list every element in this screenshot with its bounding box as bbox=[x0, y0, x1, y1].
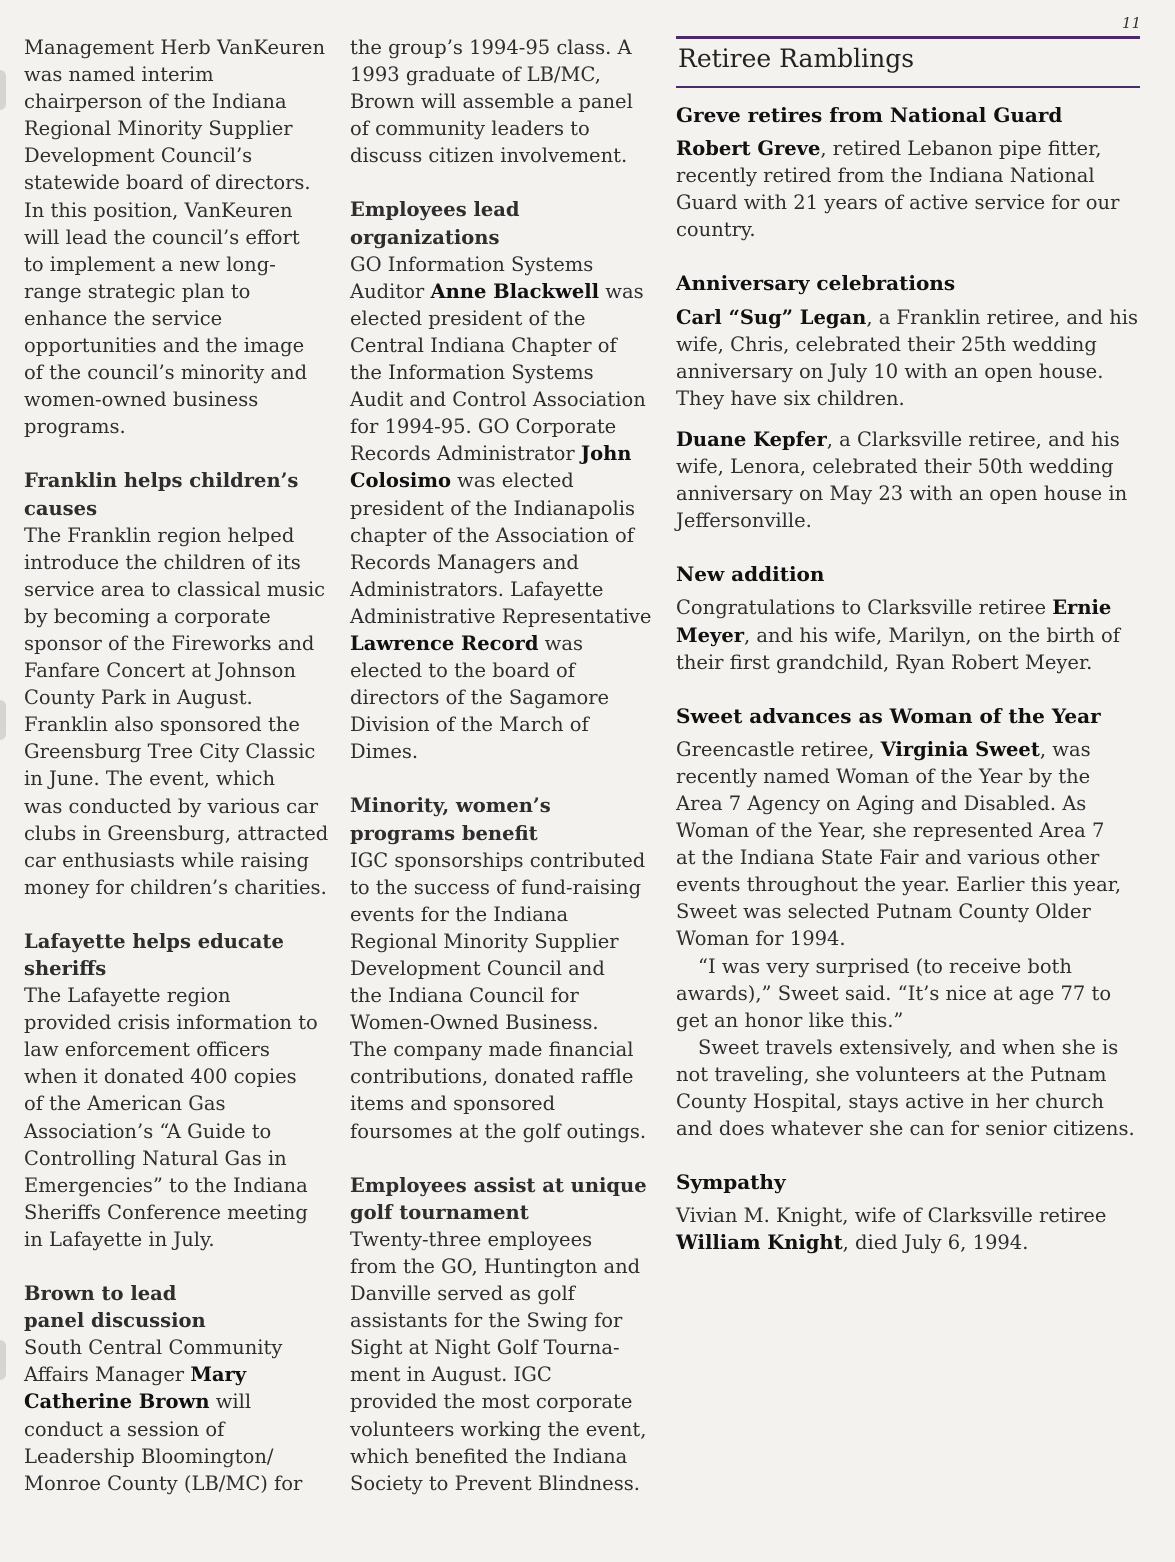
text-line: ment in August. IGC bbox=[350, 1363, 552, 1387]
text-line: introduce the children of its bbox=[24, 550, 301, 574]
text-line: when it donated 400 copies bbox=[24, 1065, 297, 1089]
brown-body: South Central Community Affairs Manager Mary Catherine Brown will conduct a session of Leadership Bloomington/ Monroe County (LB/MC) for bbox=[24, 1334, 336, 1497]
text-line: of the American Gas bbox=[24, 1092, 226, 1116]
text-line: discuss citizen involvement. bbox=[350, 144, 628, 168]
text-line: Association’s “A Guide to bbox=[24, 1119, 272, 1143]
employees-section bbox=[350, 196, 656, 765]
text-line: of community leaders to bbox=[350, 117, 590, 141]
text-line: sponsor of the Fireworks and bbox=[24, 631, 315, 655]
text-line: Guard with 21 years of active service for our bbox=[676, 191, 1120, 215]
text-line: IGC sponsorships contributed bbox=[350, 848, 646, 872]
text-line: enhance the service bbox=[24, 306, 223, 330]
text-line: events throughout the year. Earlier this year, bbox=[676, 873, 1122, 897]
text-line: provided the most corporate bbox=[350, 1390, 633, 1414]
text-line: They have six children. bbox=[676, 386, 905, 410]
text-line: anniversary on July 10 with an open house. bbox=[676, 359, 1104, 383]
text-line: directors of the Sagamore bbox=[350, 686, 610, 710]
text-line: in June. The event, which bbox=[24, 767, 276, 791]
binding-hole bbox=[0, 700, 6, 740]
text-line: the Indiana Council for bbox=[350, 984, 579, 1008]
text-line: chairperson of the Indiana bbox=[24, 90, 287, 114]
text-line: Franklin also sponsored the bbox=[24, 713, 300, 737]
text-line: of the council’s minority and bbox=[24, 361, 308, 385]
text-line: to implement a new long- bbox=[24, 252, 276, 276]
text-line: to the success of fund-raising bbox=[350, 875, 642, 899]
text-line: elected president of the bbox=[350, 306, 586, 330]
text-line: Central Indiana Chapter of bbox=[350, 333, 617, 357]
employees-heading: Employees lead organizations bbox=[350, 198, 520, 249]
addition-section: New addition Congratulations to Clarksville retiree Ernie Meyer, and his wife, Marilyn, on the birth of their first grandchild, Ryan Robert Meyer. bbox=[676, 561, 1146, 675]
text-line: car enthusiasts while raising bbox=[24, 848, 309, 872]
text-line: assistants for the Swing for bbox=[350, 1309, 623, 1333]
text-line: service area to classical music bbox=[24, 577, 326, 601]
text-line: County Park in August. bbox=[24, 686, 253, 710]
lafayette-section bbox=[24, 928, 336, 1253]
text-line: The Lafayette region bbox=[24, 984, 231, 1008]
sympathy-heading: Sympathy bbox=[676, 1170, 786, 1195]
franklin-heading: Franklin helps children’s causes bbox=[24, 469, 299, 520]
text-line: Management Herb VanKeuren bbox=[24, 36, 326, 59]
text-line: Division of the March of bbox=[350, 713, 589, 737]
greve-heading: Greve retires from National Guard bbox=[676, 103, 1063, 127]
text-line: Sweet was selected Putnam County Older bbox=[676, 900, 1091, 924]
text-line: statewide board of directors. bbox=[24, 171, 311, 195]
text-line: women-owned business bbox=[24, 388, 259, 412]
text-line: recently named Woman of the Year by the bbox=[676, 764, 1091, 788]
golf-section bbox=[350, 1172, 656, 1497]
text-line: by becoming a corporate bbox=[24, 604, 271, 628]
text-line: money for children’s charities. bbox=[24, 875, 327, 899]
text-line: recently retired from the Indiana National bbox=[676, 164, 1095, 188]
text-line: In this position, VanKeuren bbox=[24, 198, 293, 222]
column-1 bbox=[24, 34, 336, 1497]
text-line: County Hospital, stays active in her church bbox=[676, 1090, 1104, 1113]
text-line: Area 7 Agency on Aging and Disabled. As bbox=[676, 791, 1087, 815]
text-line: Woman for 1994. bbox=[676, 927, 846, 951]
text-line: the group’s 1994-95 class. A bbox=[350, 36, 632, 59]
text-line: anniversary on May 23 with an open house in bbox=[676, 482, 1128, 506]
text-line: wife, Lenora, celebrated their 50th wedding bbox=[676, 455, 1114, 479]
minority-body bbox=[350, 847, 656, 1145]
text-line: Greensburg Tree City Classic bbox=[24, 740, 316, 764]
text-line: Women-Owned Business. bbox=[350, 1011, 599, 1035]
greve-section: Greve retires from National Guard Robert Greve, retired Lebanon pipe fitter, recently retired from the Indiana National Guard with 21 years of active service for our country. bbox=[676, 102, 1146, 243]
text-line: opportunities and the image bbox=[24, 334, 305, 358]
lafayette-body bbox=[24, 982, 336, 1253]
sympathy-section: Sympathy Vivian M. Knight, wife of Clarksville retiree William Knight, died July 6, 1994. bbox=[676, 1169, 1146, 1256]
text-line: and does whatever she can for senior citizens. bbox=[676, 1117, 1135, 1141]
sweet-section: Sweet advances as Woman of the Year Greencastle retiree, Virginia Sweet, was recently named Woman of the Year by the Area 7 Agency on Aging and Disabled. As Woman of the Year, she represented Area 7 at the Indiana State Fair and various other events throughout the year. Earlier this year, Sweet was selected Putnam County Older Woman for 1994. “I was very surprised (to receive both awards),” Sweet said. “It’s nice at age 77 to get an honor like this.” Sweet travels extensively, and when she is not traveling, she volunteers at the Putnam County Hospital, stays active in her church and does whatever she can for senior citizens. bbox=[676, 703, 1146, 1143]
lafayette-heading: Lafayette helps educate sheriffs bbox=[24, 929, 284, 980]
binding-hole bbox=[0, 1340, 6, 1380]
text-line: country. bbox=[676, 218, 756, 242]
brown-heading: Brown to lead panel discussion bbox=[24, 1282, 206, 1333]
addition-heading: New addition bbox=[676, 562, 825, 587]
text-line: was conducted by various car bbox=[24, 794, 319, 818]
golf-heading: Employees assist at unique golf tournament bbox=[350, 1173, 647, 1224]
text-line: Controlling Natural Gas in bbox=[24, 1146, 287, 1170]
text-line: for 1994-95. GO Corporate bbox=[350, 415, 617, 439]
text-line: Administrative Representative bbox=[350, 604, 652, 628]
anniversary-heading: Anniversary celebrations bbox=[676, 271, 956, 296]
binding-hole bbox=[0, 70, 6, 110]
sweet-heading: Sweet advances as Woman of the Year bbox=[676, 703, 1101, 728]
column-3 bbox=[676, 102, 1146, 1256]
text-line: The company made financial bbox=[350, 1038, 634, 1062]
text-line: Monroe County (LB/MC) for bbox=[24, 1471, 303, 1495]
text-line: 1993 graduate of LB/MC, bbox=[350, 63, 601, 87]
anniversary-section: Anniversary celebrations Carl “Sug” Legan, a Franklin retiree, and his wife, Chris, celebrated their 25th wedding anniversary on July 10 with an open house. They have six children. Duane Kepfer, a Clarksville retiree, and his wife, Lenora, celebrated their 50th wedding anniversary on May 23 with an open house in Jeffersonville. bbox=[676, 270, 1146, 534]
golf-body bbox=[350, 1226, 656, 1497]
text-line: events for the Indiana bbox=[350, 902, 569, 926]
text-line: provided crisis information to bbox=[24, 1011, 318, 1035]
text-line: “I was very surprised (to receive both bbox=[698, 954, 1072, 978]
brown-section bbox=[24, 1280, 336, 1497]
text-line: Development Council’s bbox=[24, 144, 253, 168]
text-line: Danville served as golf bbox=[350, 1282, 575, 1306]
text-line: was named interim bbox=[24, 63, 214, 87]
franklin-body bbox=[24, 522, 336, 901]
text-line: Records Managers and bbox=[350, 550, 579, 574]
page-number: 11 bbox=[1121, 14, 1141, 32]
text-line: chapter of the Association of bbox=[350, 523, 634, 547]
text-line: Regional Minority Supplier bbox=[350, 929, 619, 953]
text-line: awards),” Sweet said. “It’s nice at age 77 to bbox=[676, 981, 1112, 1005]
column-2 bbox=[350, 34, 656, 1497]
retiree-ramblings-title: Retiree Ramblings bbox=[678, 44, 915, 73]
text-line: will lead the council’s effort bbox=[24, 225, 300, 249]
text-line: Society to Prevent Blindness. bbox=[350, 1471, 640, 1495]
text-line: Dimes. bbox=[350, 740, 419, 764]
minority-heading: Minority, women’s programs benefit bbox=[350, 794, 551, 845]
text-line: in Lafayette in July. bbox=[24, 1227, 215, 1251]
text-line: Twenty-three employees bbox=[350, 1227, 593, 1251]
intro-paragraph bbox=[24, 34, 336, 440]
text-line: law enforcement officers bbox=[24, 1038, 270, 1062]
text-line: clubs in Greensburg, attracted bbox=[24, 821, 329, 845]
text-line: Sight at Night Golf Tourna- bbox=[350, 1336, 620, 1360]
text-line: contributions, donated raffle bbox=[350, 1065, 634, 1089]
continued-paragraph bbox=[350, 34, 656, 169]
text-line: foursomes at the golf outings. bbox=[350, 1119, 647, 1143]
text-line: president of the Indianapolis bbox=[350, 496, 635, 520]
minority-section bbox=[350, 792, 656, 1144]
employees-body: GO Information Systems Auditor Anne Blackwell was elected president of the Central Indiana Chapter of the Information Systems Audit and Control Association for 1994-95. GO Corporate Records Administrator John Colosimo was elected president of the Indianapolis chapter of the Association of Records Managers and Administrators. Lafayette Administrative Representative Lawrence Record was elected to the board of directors of the Sagamore Division of the March of Dimes. bbox=[350, 251, 656, 766]
text-line: which benefited the Indiana bbox=[350, 1444, 628, 1468]
text-line: Emergencies” to the Indiana bbox=[24, 1173, 308, 1197]
text-line: elected to the board of bbox=[350, 659, 576, 683]
text-line: Brown will assemble a panel bbox=[350, 90, 633, 114]
text-line: get an honor like this.” bbox=[676, 1008, 904, 1032]
section-rule-top bbox=[676, 36, 1140, 39]
text-line: the Information Systems bbox=[350, 361, 594, 385]
text-line: Administrators. Lafayette bbox=[350, 577, 604, 601]
text-line: from the GO, Huntington and bbox=[350, 1254, 641, 1278]
text-line: Sheriffs Conference meeting bbox=[24, 1200, 308, 1224]
text-line: programs. bbox=[24, 415, 126, 439]
franklin-section bbox=[24, 467, 336, 901]
section-rule-bottom bbox=[676, 86, 1140, 88]
text-line: Development Council and bbox=[350, 957, 605, 980]
text-line: wife, Chris, celebrated their 25th wedding bbox=[676, 332, 1097, 356]
text-line: conduct a session of bbox=[24, 1417, 225, 1441]
text-line: not traveling, she volunteers at the Putnam bbox=[676, 1062, 1107, 1086]
text-line: items and sponsored bbox=[350, 1092, 556, 1116]
text-line: volunteers working the event, bbox=[350, 1417, 647, 1441]
text-line: Audit and Control Association bbox=[350, 388, 646, 412]
text-line: Fanfare Concert at Johnson bbox=[24, 659, 296, 683]
text-line: at the Indiana State Fair and various other bbox=[676, 846, 1100, 870]
text-line: The Franklin region helped bbox=[24, 523, 295, 547]
text-line: Woman of the Year, she represented Area 7 bbox=[676, 819, 1105, 843]
text-line: Jeffersonville. bbox=[676, 509, 812, 533]
text-line: Regional Minority Supplier bbox=[24, 117, 293, 141]
text-line: Leadership Bloomington/ bbox=[24, 1444, 274, 1468]
text-line: range strategic plan to bbox=[24, 279, 251, 303]
text-line: Sweet travels extensively, and when she is bbox=[698, 1035, 1119, 1059]
